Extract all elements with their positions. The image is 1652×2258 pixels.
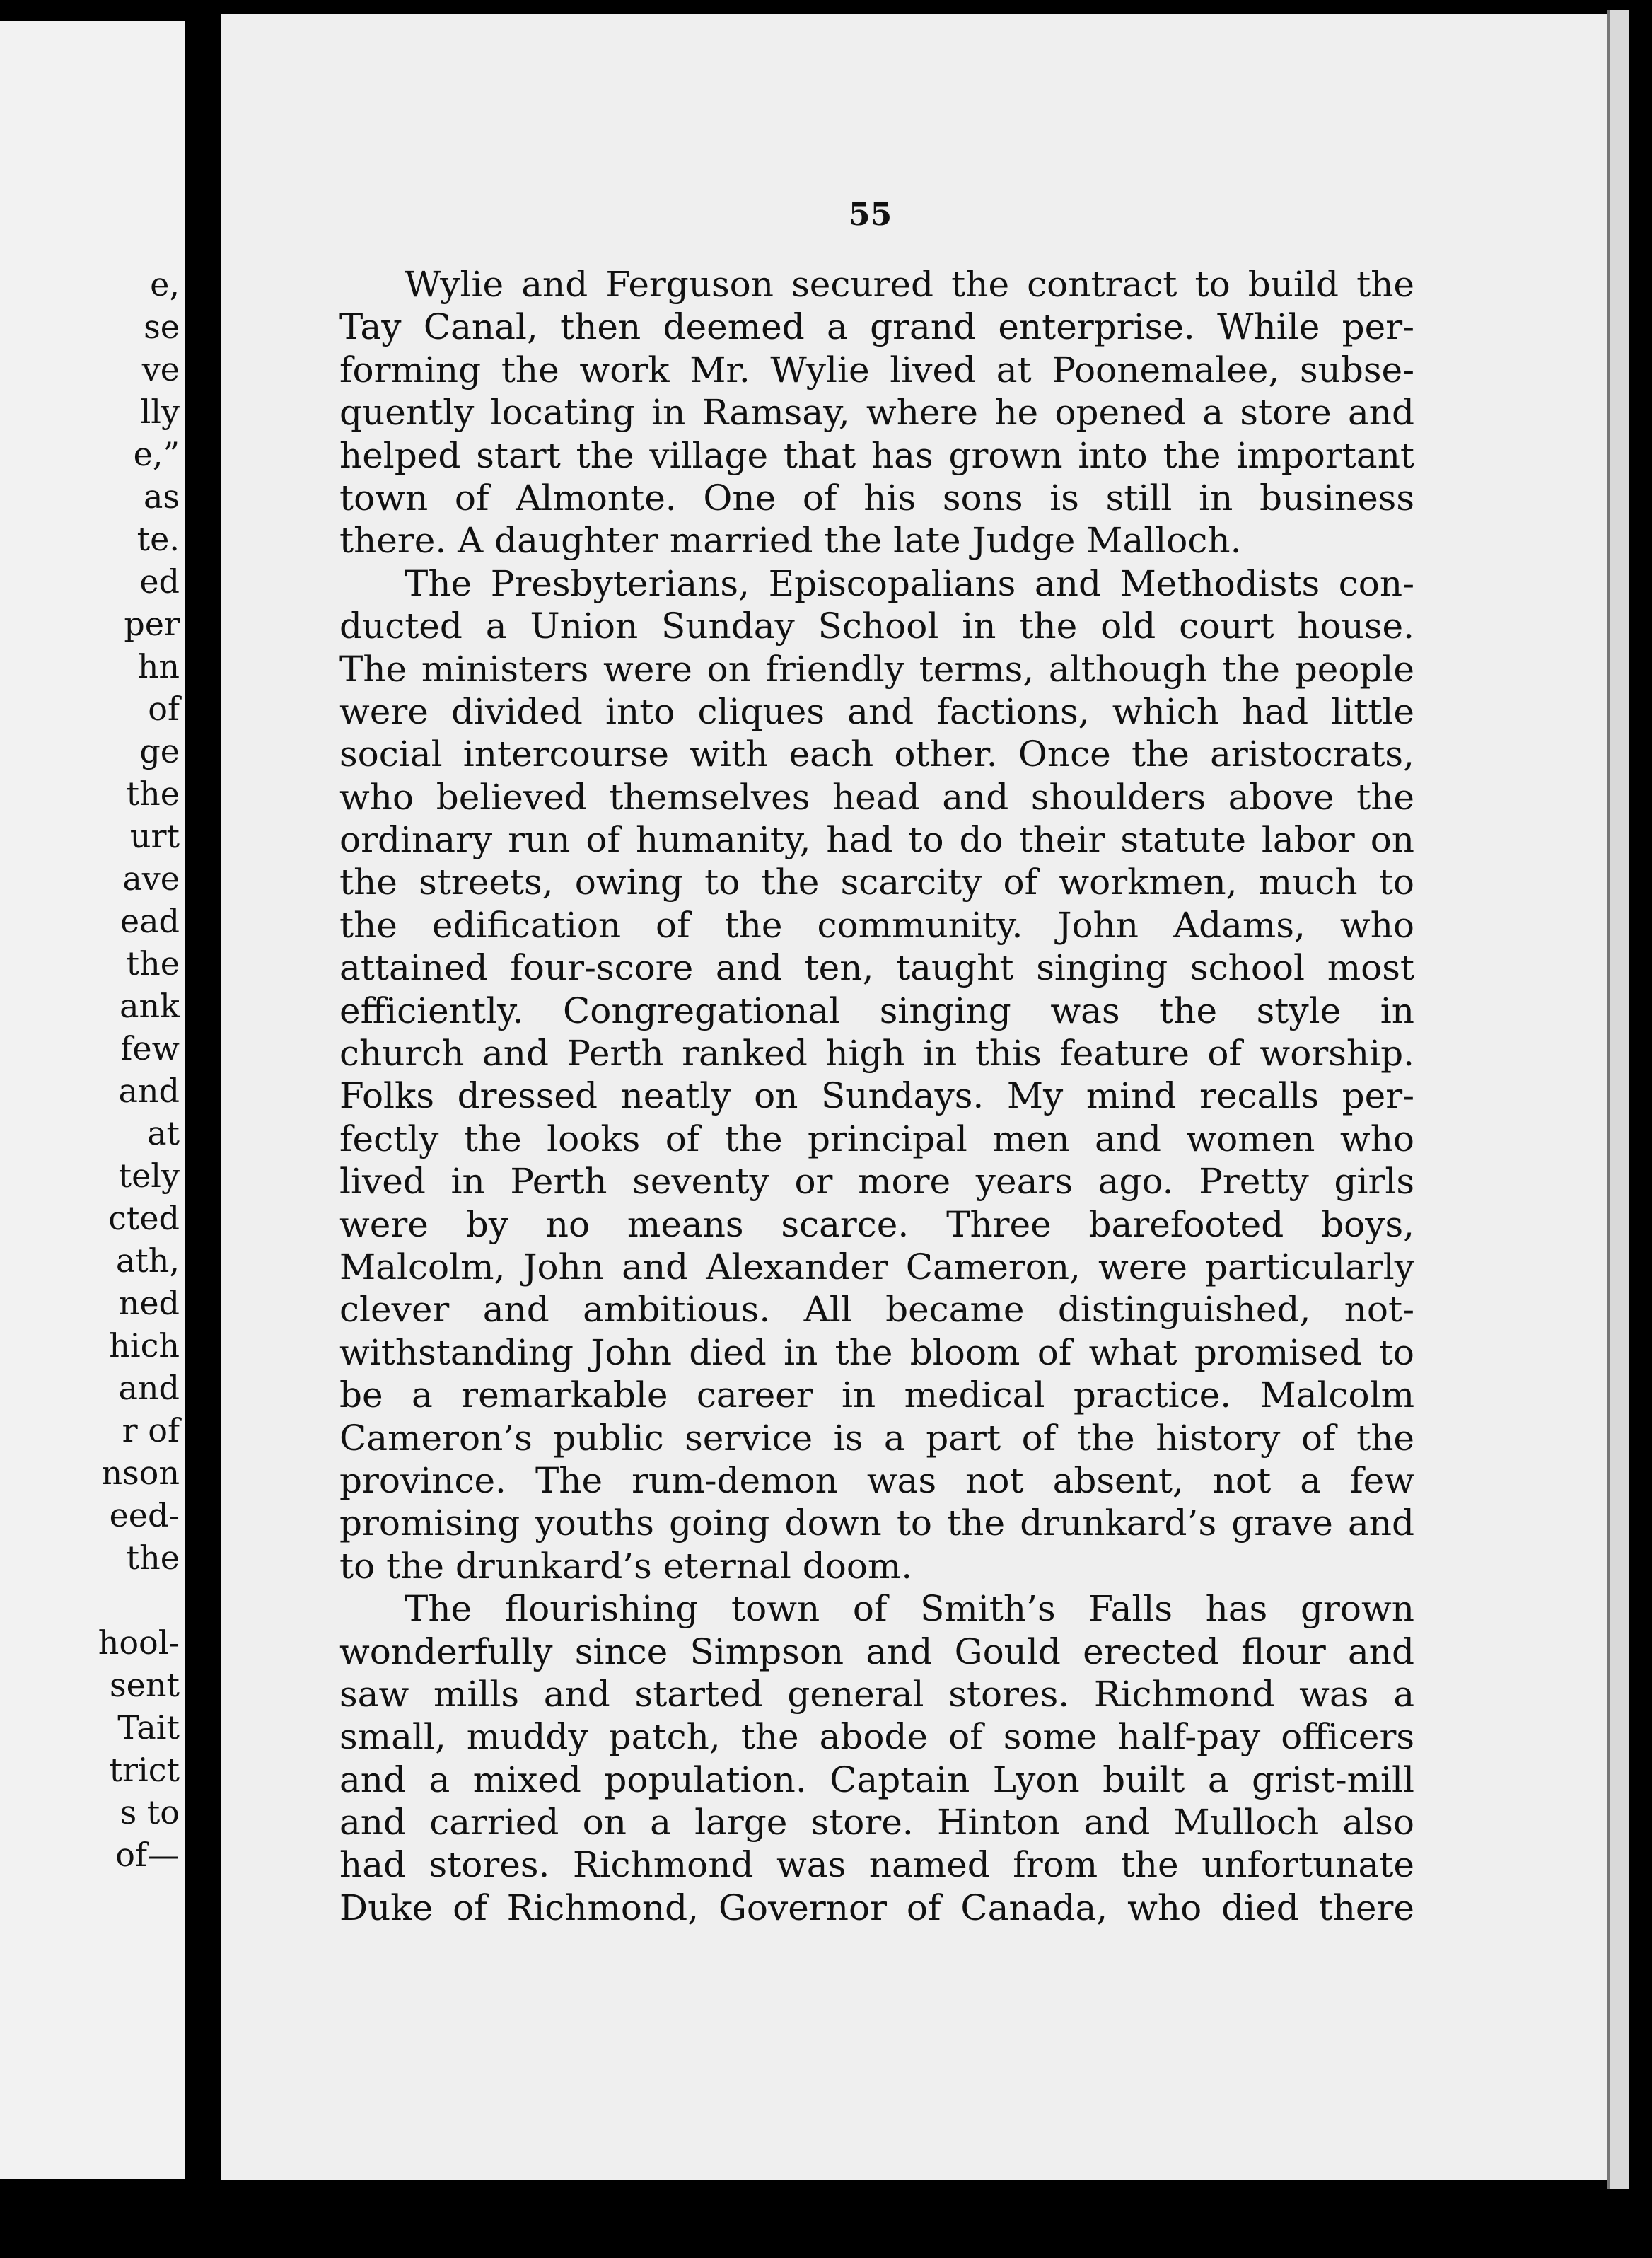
text-line: there. A daughter married the late Judge Malloch. bbox=[339, 520, 1242, 562]
left-page-fragment: ned bbox=[118, 1284, 180, 1322]
left-page-fragment: and bbox=[118, 1369, 180, 1407]
text-line: lived in Perth seventy or more years ago. Pretty girls bbox=[339, 1161, 1414, 1203]
text-line: Tay Canal, then deemed a grand enterprise. While per- bbox=[339, 306, 1414, 348]
left-page-fragment: te. bbox=[136, 520, 180, 558]
body-text bbox=[339, 263, 1414, 1929]
text-line: were divided into cliques and factions, which had little bbox=[339, 690, 1414, 732]
left-page-fragment: e,” bbox=[133, 435, 180, 473]
left-page-fragment: tely bbox=[118, 1157, 180, 1195]
left-page-fragment: of bbox=[148, 690, 180, 728]
left-page-fragment: and bbox=[118, 1072, 180, 1110]
left-page-fragment: ve bbox=[141, 350, 180, 388]
text-line: The flourishing town of Smith’s Falls has grown bbox=[405, 1588, 1414, 1630]
text-line: clever and ambitious. All became distinguished, not- bbox=[339, 1289, 1414, 1331]
text-line: forming the work Mr. Wylie lived at Poonemalee, subse- bbox=[339, 349, 1414, 390]
text-line: The ministers were on friendly terms, although the people bbox=[339, 648, 1414, 690]
book-spine bbox=[185, 0, 221, 2258]
text-line: were by no means scarce. Three barefooted boys, bbox=[339, 1203, 1414, 1245]
left-page-fragment: urt bbox=[129, 817, 180, 855]
left-page-fragment: Tait bbox=[117, 1708, 180, 1747]
text-line: be a remarkable career in medical practice. Malcolm bbox=[339, 1374, 1414, 1416]
text-line: town of Almonte. One of his sons is still in business bbox=[339, 477, 1414, 519]
page-number: 55 bbox=[849, 197, 892, 233]
left-page-fragment: lly bbox=[140, 393, 180, 431]
text-line: had stores. Richmond was named from the unfortunate bbox=[339, 1844, 1414, 1886]
left-page-fragment: hn bbox=[137, 647, 180, 685]
left-page-fragment: per bbox=[124, 605, 180, 643]
left-page-fragment: s to bbox=[120, 1793, 180, 1831]
text-line: efficiently. Congregational singing was the style in bbox=[339, 990, 1414, 1031]
text-line: the edification of the community. John Adams, who bbox=[339, 904, 1414, 946]
left-page-fragment: of— bbox=[115, 1836, 180, 1874]
left-page-fragment: few bbox=[120, 1029, 180, 1067]
left-page-fragment: the bbox=[126, 1539, 180, 1577]
text-line: helped start the village that has grown into the important bbox=[339, 434, 1414, 476]
text-line: wonderfully since Simpson and Gould erected flour and bbox=[339, 1631, 1414, 1672]
text-line: and carried on a large store. Hinton and Mulloch also bbox=[339, 1802, 1414, 1843]
text-line: The Presbyterians, Episcopalians and Methodists con- bbox=[405, 562, 1414, 604]
left-page-fragment: cted bbox=[108, 1199, 180, 1237]
left-page-fragment: hool- bbox=[98, 1623, 180, 1662]
left-page-fragment: ge bbox=[139, 732, 180, 770]
text-line: Duke of Richmond, Governor of Canada, who died there bbox=[339, 1887, 1414, 1928]
left-page-fragment: the bbox=[126, 775, 180, 813]
left-page-fragment: sent bbox=[110, 1666, 180, 1704]
text-line: small, muddy patch, the abode of some half-pay officers bbox=[339, 1716, 1414, 1758]
text-line: church and Perth ranked high in this feature of worship. bbox=[339, 1033, 1414, 1075]
left-facing-page bbox=[0, 21, 185, 2179]
left-page-fragment: the bbox=[126, 944, 180, 983]
left-page-fragment: e, bbox=[150, 265, 180, 303]
text-line: province. The rum-demon was not absent, not a few bbox=[339, 1459, 1414, 1501]
left-page-fragment: at bbox=[147, 1114, 180, 1152]
left-page-fragment: ave bbox=[122, 859, 180, 898]
left-page-fragment: ead bbox=[120, 902, 180, 940]
text-line: and a mixed population. Captain Lyon built a grist-mill bbox=[339, 1759, 1414, 1800]
left-page-fragment: ath, bbox=[115, 1241, 180, 1280]
text-line: Folks dressed neatly on Sundays. My mind recalls per- bbox=[339, 1075, 1414, 1117]
text-line: Cameron’s public service is a part of the history of the bbox=[339, 1417, 1414, 1459]
left-page-fragment: as bbox=[143, 477, 180, 516]
page-edge bbox=[1607, 10, 1629, 2189]
text-line: ordinary run of humanity, had to do their statute labor on bbox=[339, 819, 1414, 861]
left-page-fragment: trict bbox=[109, 1751, 180, 1789]
left-page-fragment: eed- bbox=[109, 1496, 180, 1534]
left-page-fragment: ank bbox=[120, 987, 180, 1025]
text-line: saw mills and started general stores. Richmond was a bbox=[339, 1673, 1414, 1715]
text-line: Wylie and Ferguson secured the contract to build the bbox=[405, 264, 1414, 305]
text-line: quently locating in Ramsay, where he opened a store and bbox=[339, 392, 1414, 434]
text-line: ducted a Union Sunday School in the old court house. bbox=[339, 606, 1414, 647]
left-page-fragment: hich bbox=[109, 1326, 180, 1365]
left-page-fragment: nson bbox=[101, 1454, 180, 1492]
text-line: promising youths going down to the drunkard’s grave and bbox=[339, 1503, 1414, 1544]
left-page-fragment: r of bbox=[122, 1411, 180, 1449]
text-line: attained four-score and ten, taught singing school most bbox=[339, 947, 1414, 989]
text-line: the streets, owing to the scarcity of workmen, much to bbox=[339, 862, 1414, 903]
text-line: who believed themselves head and shoulders above the bbox=[339, 776, 1414, 818]
text-line: to the drunkard’s eternal doom. bbox=[339, 1545, 913, 1587]
text-line: withstanding John died in the bloom of what promised to bbox=[339, 1331, 1414, 1373]
left-page-fragment: ed bbox=[139, 562, 180, 601]
left-page-fragment: se bbox=[144, 308, 180, 346]
text-line: Malcolm, John and Alexander Cameron, were particularly bbox=[339, 1246, 1414, 1287]
text-line: social intercourse with each other. Once the aristocrats, bbox=[339, 734, 1414, 775]
text-line: fectly the looks of the principal men and women who bbox=[339, 1118, 1414, 1159]
